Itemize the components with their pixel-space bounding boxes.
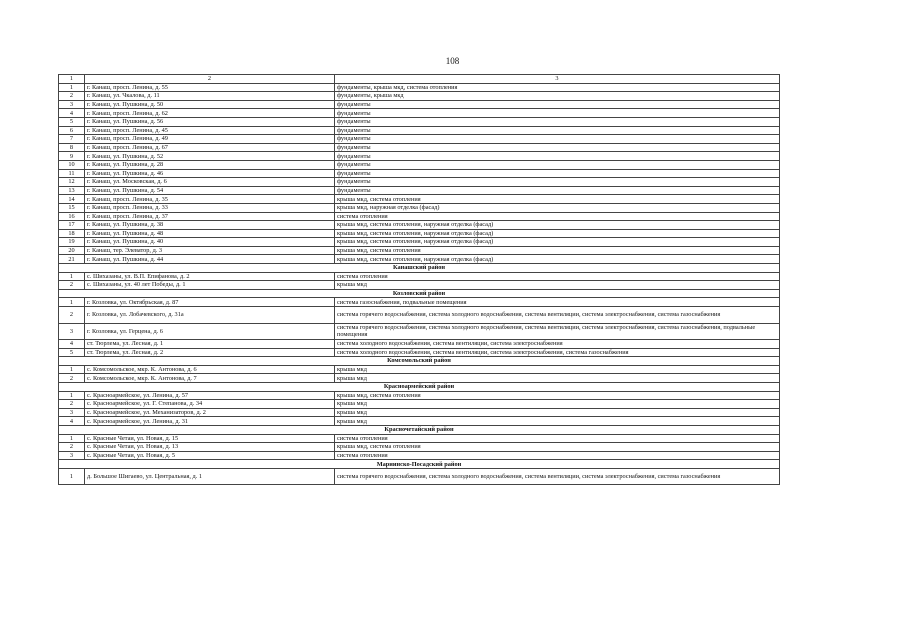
address-cell: с. Красноармейское, ул. Ленина, д. 31 — [85, 417, 335, 426]
row-number-cell: 5 — [59, 348, 85, 357]
works-cell: фундаменты — [335, 135, 780, 144]
row-number-cell: 18 — [59, 229, 85, 238]
row-number-cell: 1 — [59, 365, 85, 374]
address-cell: г. Канаш, просп. Ленина, д. 37 — [85, 212, 335, 221]
address-cell: г. Канаш, просп. Ленина, д. 67 — [85, 143, 335, 152]
works-cell: крыша мкд, система отопления, наружная отделка (фасад) — [335, 255, 780, 264]
table-row — [59, 160, 780, 169]
row-number-cell: 6 — [59, 126, 85, 135]
works-cell: система отопления — [335, 272, 780, 281]
works-cell: крыша мкд — [335, 417, 780, 426]
row-number-cell: 2 — [59, 281, 85, 290]
works-cell: фундаменты — [335, 169, 780, 178]
row-number-cell: 5 — [59, 117, 85, 126]
column-header-works: 3 — [335, 75, 780, 84]
row-number-cell: 3 — [59, 100, 85, 109]
row-number-cell: 7 — [59, 135, 85, 144]
works-cell: фундаменты — [335, 143, 780, 152]
address-cell: ст. Тюрлема, ул. Лесная, д. 1 — [85, 340, 335, 349]
row-number-cell: 1 — [59, 298, 85, 307]
works-cell: крыша мкд — [335, 408, 780, 417]
district-title: Канашский район — [59, 264, 780, 273]
row-number-cell: 20 — [59, 246, 85, 255]
address-cell: д. Большое Шигаево, ул. Центральная, д. 1 — [85, 468, 335, 485]
repair-works-table — [58, 74, 780, 485]
works-cell: крыша мкд, система отопления — [335, 195, 780, 204]
works-cell: система газоснабжения, подвальные помещения — [335, 298, 780, 307]
table-row — [59, 408, 780, 417]
address-cell: с. Красноармейское, ул. Ленина, д. 57 — [85, 391, 335, 400]
address-cell: г. Канаш, ул. Чкалова, д. 11 — [85, 92, 335, 101]
row-number-cell: 1 — [59, 83, 85, 92]
address-cell: г. Канаш, просп. Ленина, д. 33 — [85, 203, 335, 212]
table-row — [59, 195, 780, 204]
address-cell: г. Канаш, ул. Пушкина, д. 40 — [85, 238, 335, 247]
address-cell: г. Канаш, просп. Ленина, д. 45 — [85, 126, 335, 135]
works-cell: крыша мкд, система отопления, наружная отделка (фасад) — [335, 229, 780, 238]
works-cell: система горячего водоснабжения, система холодного водоснабжения, система вентиляции, система электроснабжения, система газоснабжения, подвальные помещения — [335, 323, 780, 340]
table-row — [59, 374, 780, 383]
row-number-cell: 1 — [59, 434, 85, 443]
address-cell: с. Красные Четаи, ул. Новая, д. 5 — [85, 451, 335, 460]
row-number-cell: 1 — [59, 272, 85, 281]
address-cell: г. Канаш, ул. Московская, д. 6 — [85, 178, 335, 187]
row-number-cell: 4 — [59, 109, 85, 118]
table-row — [59, 468, 780, 485]
address-cell: г. Канаш, ул. Пушкина, д. 50 — [85, 100, 335, 109]
works-cell: крыша мкд — [335, 365, 780, 374]
table-row — [59, 340, 780, 349]
address-cell: с. Красные Четаи, ул. Новая, д. 13 — [85, 443, 335, 452]
works-cell: система отопления — [335, 434, 780, 443]
row-number-cell: 21 — [59, 255, 85, 264]
works-cell: фундаменты — [335, 186, 780, 195]
table-row — [59, 307, 780, 324]
works-cell: фундаменты — [335, 117, 780, 126]
row-number-cell: 19 — [59, 238, 85, 247]
address-cell: г. Козловка, ул. Герцена, д. 6 — [85, 323, 335, 340]
address-cell: с. Красноармейское, ул. Г. Степанова, д. 34 — [85, 400, 335, 409]
table-row — [59, 281, 780, 290]
row-number-cell: 14 — [59, 195, 85, 204]
works-cell: крыша мкд, система отопления — [335, 246, 780, 255]
works-cell: фундаменты — [335, 100, 780, 109]
works-cell: фундаменты, крыша мкд, система отопления — [335, 83, 780, 92]
row-number-cell: 16 — [59, 212, 85, 221]
table-row — [59, 83, 780, 92]
address-cell: с. Комсомольское, мкр. К. Антонова, д. 6 — [85, 365, 335, 374]
table-row — [59, 221, 780, 230]
table-row — [59, 178, 780, 187]
table-row — [59, 323, 780, 340]
row-number-cell: 3 — [59, 323, 85, 340]
district-title: Красночетайский район — [59, 425, 780, 434]
address-cell: г. Козловка, ул. Лобачевского, д. 31а — [85, 307, 335, 324]
row-number-cell: 8 — [59, 143, 85, 152]
address-cell: г. Канаш, просп. Ленина, д. 49 — [85, 135, 335, 144]
works-cell: крыша мкд, система отопления, наружная отделка (фасад) — [335, 238, 780, 247]
works-cell: фундаменты — [335, 152, 780, 161]
works-cell: крыша мкд, система отопления, наружная отделка (фасад) — [335, 221, 780, 230]
table-row — [59, 443, 780, 452]
table-row — [59, 255, 780, 264]
address-cell: г. Канаш, тер. Элеватор, д. 3 — [85, 246, 335, 255]
table-row — [59, 298, 780, 307]
works-cell: фундаменты — [335, 178, 780, 187]
address-cell: с. Комсомольское, мкр. К. Антонова, д. 7 — [85, 374, 335, 383]
district-title: Козловский район — [59, 289, 780, 298]
table-row — [59, 246, 780, 255]
address-cell: с. Шихазаны, ул. В.П. Епифанова, д. 2 — [85, 272, 335, 281]
works-cell: фундаменты — [335, 109, 780, 118]
column-header-number: 1 — [59, 75, 85, 84]
table-row — [59, 92, 780, 101]
table-row — [59, 152, 780, 161]
address-cell: с. Красные Четаи, ул. Новая, д. 15 — [85, 434, 335, 443]
works-cell: система холодного водоснабжения, система вентиляции, система электроснабжения — [335, 340, 780, 349]
district-section-row — [59, 357, 780, 366]
table-row — [59, 365, 780, 374]
district-title: Красноармейский район — [59, 383, 780, 392]
address-cell: с. Красноармейское, ул. Механизаторов, д. 2 — [85, 408, 335, 417]
address-cell: ст. Тюрлема, ул. Лесная, д. 2 — [85, 348, 335, 357]
address-cell: г. Канаш, просп. Ленина, д. 62 — [85, 109, 335, 118]
table-row — [59, 272, 780, 281]
table-row — [59, 391, 780, 400]
district-section-row — [59, 425, 780, 434]
table-header-row — [59, 75, 780, 84]
table-row — [59, 117, 780, 126]
table-row — [59, 100, 780, 109]
table-row — [59, 109, 780, 118]
address-cell: г. Канаш, просп. Ленина, д. 35 — [85, 195, 335, 204]
works-cell: крыша мкд, система отопления — [335, 391, 780, 400]
row-number-cell: 17 — [59, 221, 85, 230]
district-section-row — [59, 264, 780, 273]
works-cell: система отопления — [335, 451, 780, 460]
table-row — [59, 169, 780, 178]
works-cell: фундаменты, крыша мкд — [335, 92, 780, 101]
works-cell: крыша мкд, система отопления — [335, 443, 780, 452]
table-row — [59, 186, 780, 195]
address-cell: г. Козловка, ул. Октябрьская, д. 87 — [85, 298, 335, 307]
table-row — [59, 203, 780, 212]
address-cell: г. Канаш, ул. Пушкина, д. 56 — [85, 117, 335, 126]
table-row — [59, 238, 780, 247]
row-number-cell: 3 — [59, 408, 85, 417]
row-number-cell: 2 — [59, 307, 85, 324]
address-cell: г. Канаш, ул. Пушкина, д. 52 — [85, 152, 335, 161]
works-cell: крыша мкд — [335, 281, 780, 290]
table-row — [59, 143, 780, 152]
district-section-row — [59, 289, 780, 298]
works-cell: фундаменты — [335, 126, 780, 135]
row-number-cell: 3 — [59, 451, 85, 460]
works-cell: крыша мкд — [335, 400, 780, 409]
district-section-row — [59, 460, 780, 469]
address-cell: г. Канаш, ул. Пушкина, д. 46 — [85, 169, 335, 178]
table-row — [59, 135, 780, 144]
address-cell: г. Канаш, ул. Пушкина, д. 44 — [85, 255, 335, 264]
works-cell: система горячего водоснабжения, система холодного водоснабжения, система вентиляции, система электроснабжения, система газоснабжения — [335, 307, 780, 324]
address-cell: с. Шихазаны, ул. 40 лет Победы, д. 1 — [85, 281, 335, 290]
table-row — [59, 229, 780, 238]
table-row — [59, 400, 780, 409]
works-cell: крыша мкд — [335, 374, 780, 383]
row-number-cell: 11 — [59, 169, 85, 178]
row-number-cell: 2 — [59, 443, 85, 452]
row-number-cell: 15 — [59, 203, 85, 212]
district-title: Комсомольский район — [59, 357, 780, 366]
row-number-cell: 10 — [59, 160, 85, 169]
address-cell: г. Канаш, ул. Пушкина, д. 54 — [85, 186, 335, 195]
address-cell: г. Канаш, ул. Пушкина, д. 48 — [85, 229, 335, 238]
works-cell: система горячего водоснабжения, система холодного водоснабжения, система вентиляции, система электроснабжения, система газоснабжения — [335, 468, 780, 485]
table-row — [59, 348, 780, 357]
row-number-cell: 2 — [59, 92, 85, 101]
district-section-row — [59, 383, 780, 392]
table-row — [59, 126, 780, 135]
works-cell: система холодного водоснабжения, система вентиляции, система электроснабжения, система газоснабжения — [335, 348, 780, 357]
page-number: 108 — [445, 56, 460, 66]
table-row — [59, 417, 780, 426]
row-number-cell: 13 — [59, 186, 85, 195]
address-cell: г. Канаш, просп. Ленина, д. 55 — [85, 83, 335, 92]
row-number-cell: 12 — [59, 178, 85, 187]
table-row — [59, 434, 780, 443]
table-row — [59, 451, 780, 460]
row-number-cell: 2 — [59, 400, 85, 409]
row-number-cell: 4 — [59, 340, 85, 349]
works-cell: система отопления — [335, 212, 780, 221]
row-number-cell: 1 — [59, 468, 85, 485]
works-cell: фундаменты — [335, 160, 780, 169]
address-cell: г. Канаш, ул. Пушкина, д. 28 — [85, 160, 335, 169]
address-cell: г. Канаш, ул. Пушкина, д. 38 — [85, 221, 335, 230]
row-number-cell: 9 — [59, 152, 85, 161]
column-header-address: 2 — [85, 75, 335, 84]
row-number-cell: 1 — [59, 391, 85, 400]
works-cell: крыша мкд, наружная отделка (фасад) — [335, 203, 780, 212]
district-title: Мариинско-Посадский район — [59, 460, 780, 469]
row-number-cell: 4 — [59, 417, 85, 426]
row-number-cell: 2 — [59, 374, 85, 383]
table-row — [59, 212, 780, 221]
